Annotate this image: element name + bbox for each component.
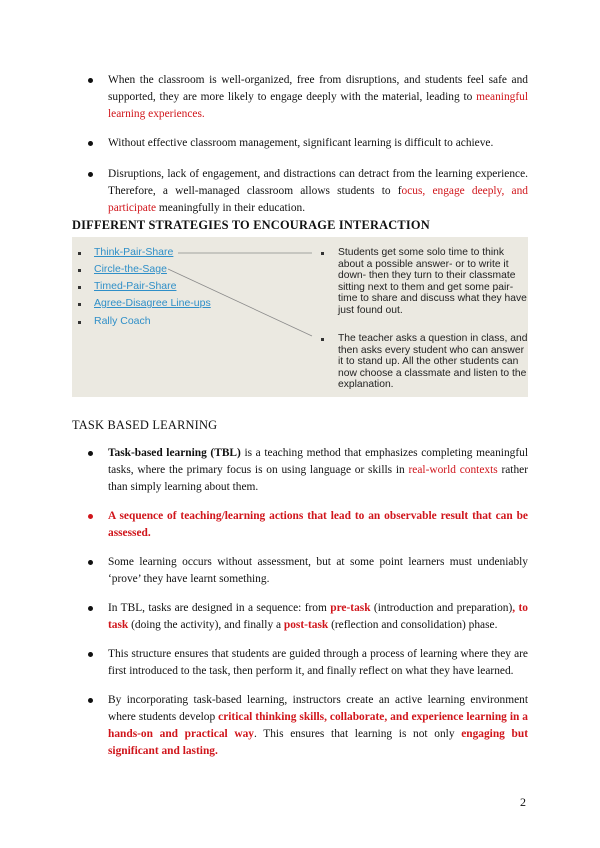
highlight-text: pre-task — [330, 602, 371, 614]
bullet-dot — [88, 652, 93, 657]
highlight-text: engaging but significant and lasting. — [108, 728, 529, 757]
list-item — [88, 646, 528, 680]
bullet-square — [321, 338, 324, 341]
highlight-text: A sequence of teaching/learning actions that lead to an observable result that can be assessed. — [108, 510, 528, 539]
bullet-text: Without effective classroom management, significant learning is difficult to achieve. — [108, 137, 494, 149]
strategy-item-rally-coach: Rally Coach — [94, 315, 151, 327]
list-item — [88, 554, 528, 588]
highlight-text: ocus, engage deeply, and participate — [108, 185, 528, 214]
bullet-square — [321, 252, 324, 255]
bullet-square — [78, 286, 81, 289]
list-item — [88, 692, 528, 760]
bullet-square — [78, 321, 81, 324]
highlight-text: critical thinking skills, collaborate, and experience learning in a hands-on and practical way — [108, 711, 529, 740]
bullet-square — [78, 252, 81, 255]
section-heading-strategies: DIFFERENT STRATEGIES TO ENCOURAGE INTERACTION — [72, 218, 430, 232]
strategy-description-1: Students get some solo time to think about a possible answer- or to write it down- then they turn to their classmate sitting next to them and get some pair-time to share and discuss what they have just found out. — [338, 247, 527, 316]
bullet-text: Disruptions, lack of engagement, and distractions can detract from the learning experience. Therefore, a well-managed classroom allows students to f — [108, 168, 528, 197]
strategy-description-2: The teacher asks a question in class, and then asks every student who can answer it to stand up. All the other students can now choose a classmate and listen to the explanation. — [338, 333, 528, 391]
list-item — [88, 166, 528, 217]
bullet-text: Some learning occurs without assessment, but at some point learners must undeniably ‘prove’ they have learnt something. — [108, 556, 528, 585]
strategy-link-agree-disagree[interactable]: Agree-Disagree Line-ups — [94, 297, 211, 309]
bullet-text: (introduction and preparation) — [370, 602, 513, 614]
tbl-bullet-list — [88, 445, 528, 772]
bullet-square — [78, 303, 81, 306]
bullet-text: rather than simply learning about them. — [108, 464, 528, 493]
bullet-text: By incorporating task-based learning, instructors create an active learning environment where students develop — [108, 694, 528, 723]
bullet-square — [78, 269, 81, 272]
strategy-link-timed-pair-share[interactable]: Timed-Pair-Share — [94, 280, 177, 292]
bullet-text: When the classroom is well-organized, free from disruptions, and students feel safe and supported, they are more likely to engage deeply with the material, leading to — [108, 74, 528, 103]
bullet-text: In TBL, tasks are designed in a sequence: from — [108, 602, 331, 614]
list-item — [88, 445, 528, 496]
highlight-text: real-world contexts — [408, 464, 498, 476]
highlight-text: meaningful learning experiences. — [108, 91, 528, 120]
bullet-text: (reflection and consolidation) phase. — [328, 619, 498, 631]
section-heading-tbl: TASK BASED LEARNING — [72, 418, 218, 432]
list-item — [88, 72, 528, 123]
list-item — [88, 600, 528, 634]
bullet-text: . This ensures that learning is not only — [253, 728, 462, 740]
list-item — [88, 508, 528, 542]
list-item — [88, 135, 528, 152]
term-bold: Task-based learning (TBL) — [108, 447, 241, 459]
intro-bullet-list — [88, 72, 528, 229]
bullet-text: meaningfully in their education. — [156, 202, 306, 214]
bullet-dot — [88, 698, 93, 703]
bullet-dot — [88, 514, 93, 519]
strategy-link-circle-the-sage[interactable]: Circle-the-Sage — [94, 263, 167, 275]
bullet-dot — [88, 451, 93, 456]
bullet-text: is a teaching method that emphasizes completing meaningful tasks, where the primary focus is on using language or skills in — [108, 447, 528, 476]
bullet-dot — [88, 172, 93, 177]
highlight-text: post-task — [283, 619, 329, 631]
bullet-dot — [88, 560, 93, 565]
strategies-diagram — [72, 237, 528, 397]
bullet-dot — [88, 78, 93, 83]
bullet-dot — [88, 606, 93, 611]
page-number: 2 — [520, 795, 526, 809]
highlight-text: , to task — [108, 602, 529, 631]
bullet-dot — [88, 141, 93, 146]
strategy-link-think-pair-share[interactable]: Think-Pair-Share — [94, 246, 174, 258]
bullet-text: (doing the activity), and finally a — [128, 619, 284, 631]
bullet-text: This structure ensures that students are guided through a process of learning where they are first introduced to the task, then perform it, and finally reflect on what they have learned. — [108, 648, 528, 677]
